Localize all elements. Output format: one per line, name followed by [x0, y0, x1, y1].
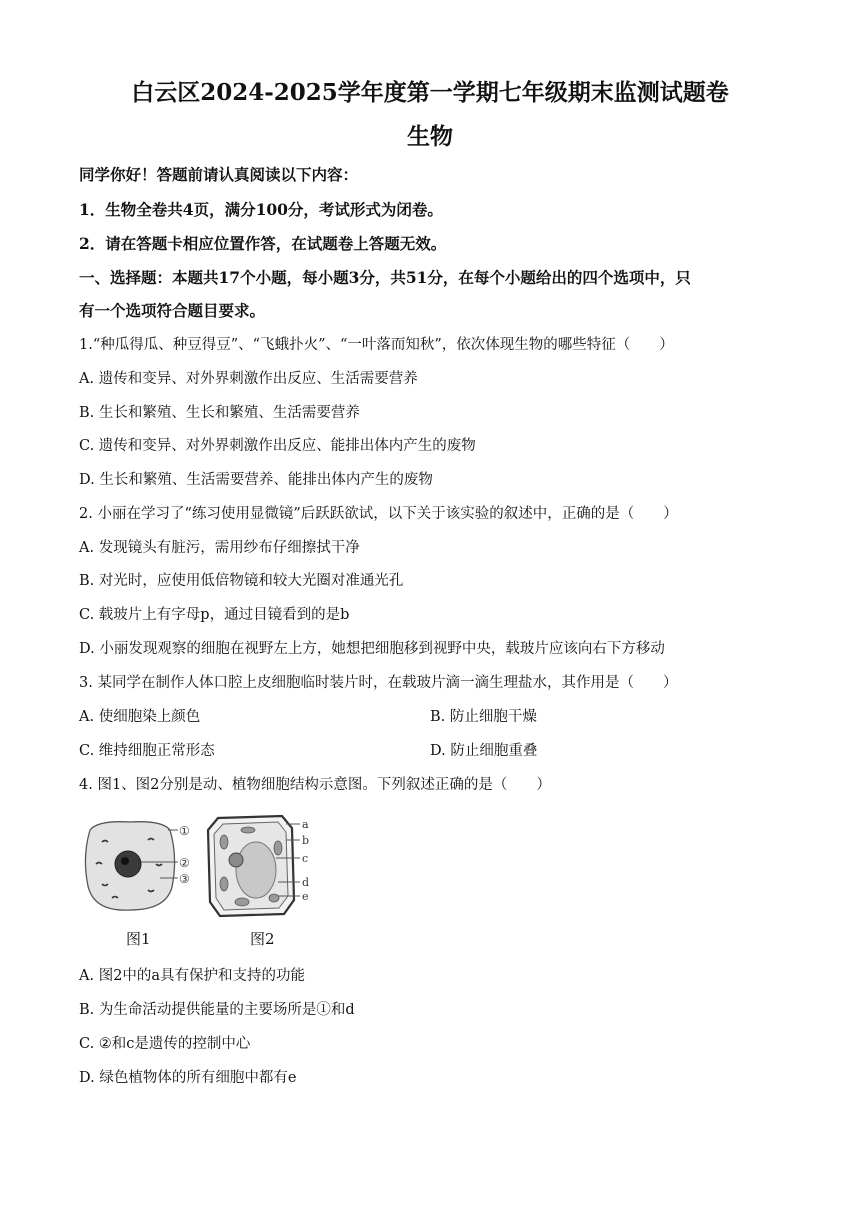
question-2-option-c: C. 载玻片上有字母p，通过目镜看到的是b — [79, 607, 350, 623]
question-1-option-b: B. 生长和繁殖、生长和繁殖、生活需要营养 — [79, 405, 360, 421]
question-1-option-a: A. 遗传和变异、对外界刺激作出反应、生活需要营养 — [79, 371, 418, 387]
question-3-option-a: A. 使细胞染上颜色 — [79, 709, 201, 725]
fig2-label-d: d — [302, 876, 310, 889]
question-3-option-d: D. 防止细胞重叠 — [430, 743, 538, 759]
fig1-label-3: ③ — [179, 872, 190, 886]
plant-cell-diagram — [208, 816, 300, 916]
instruction-2: 2．请在答题卡相应位置作答，在试题卷上答题无效。 — [79, 234, 447, 253]
question-2-stem: 2. 小丽在学习了“练习使用显微镜”后跃跃欲试，以下关于该实验的叙述中，正确的是（ ） — [79, 506, 678, 522]
question-1-option-c: C. 遗传和变异、对外界刺激作出反应、能排出体内产生的废物 — [79, 438, 476, 454]
question-1-option-d: D. 生长和繁殖、生活需要营养、能排出体内产生的废物 — [79, 472, 433, 488]
fig1-label-1: ① — [179, 824, 190, 838]
fig2-label-c: c — [302, 852, 309, 865]
section-heading-line2: 有一个选项符合题目要求。 — [79, 301, 266, 320]
figure-1-caption: 图1 — [126, 930, 151, 948]
question-3-stem: 3. 某同学在制作人体口腔上皮细胞临时装片时，在载玻片滴一滴生理盐水，其作用是（ ） — [79, 675, 678, 691]
subject-title: 生物 — [407, 123, 453, 150]
fig2-label-b: b — [302, 834, 310, 847]
question-2-option-a: A. 发现镜头有脏污，需用纱布仔细擦拭干净 — [79, 540, 360, 556]
instruction-1: 1．生物全卷共4页，满分100分，考试形式为闭卷。 — [79, 200, 443, 219]
fig1-label-2: ② — [179, 856, 190, 870]
question-3-option-c: C. 维持细胞正常形态 — [79, 743, 215, 759]
animal-cell-diagram — [85, 822, 178, 910]
question-1-stem: 1.“种瓜得瓜、种豆得豆”、“飞蛾扑火”、“一叶落而知秋”，依次体现生物的哪些特征（ ） — [79, 337, 674, 353]
fig2-label-a: a — [302, 818, 309, 831]
question-2-option-b: B. 对光时，应使用低倍物镜和较大光圈对准通光孔 — [79, 573, 404, 589]
question-2-option-d: D. 小丽发现观察的细胞在视野左上方，她想把细胞移到视野中央，载玻片应该向右下方移动 — [79, 641, 665, 657]
figure-2-caption: 图2 — [250, 930, 275, 948]
question-4-option-c: C. ②和c是遗传的控制中心 — [79, 1036, 251, 1052]
question-4-option-a: A. 图2中的a具有保护和支持的功能 — [79, 968, 306, 984]
cell-diagrams-svg — [78, 812, 338, 954]
greeting: 同学你好！答题前请认真阅读以下内容： — [79, 165, 359, 184]
page-title: 白云区2024-2025学年度第一学期七年级期末监测试题卷 — [131, 79, 729, 106]
cell-diagram-figure — [78, 812, 338, 954]
question-4-option-b: B. 为生命活动提供能量的主要场所是①和d — [79, 1002, 355, 1018]
fig2-label-e: e — [302, 890, 309, 903]
section-heading-line1: 一、选择题：本题共17个小题，每小题3分，共51分，在每个小题给出的四个选项中，只 — [79, 268, 691, 287]
question-4-option-d: D. 绿色植物体的所有细胞中都有e — [79, 1070, 297, 1086]
question-4-stem: 4. 图1、图2分别是动、植物细胞结构示意图。下列叙述正确的是（ ） — [79, 777, 551, 793]
question-3-option-b: B. 防止细胞干燥 — [430, 709, 537, 725]
